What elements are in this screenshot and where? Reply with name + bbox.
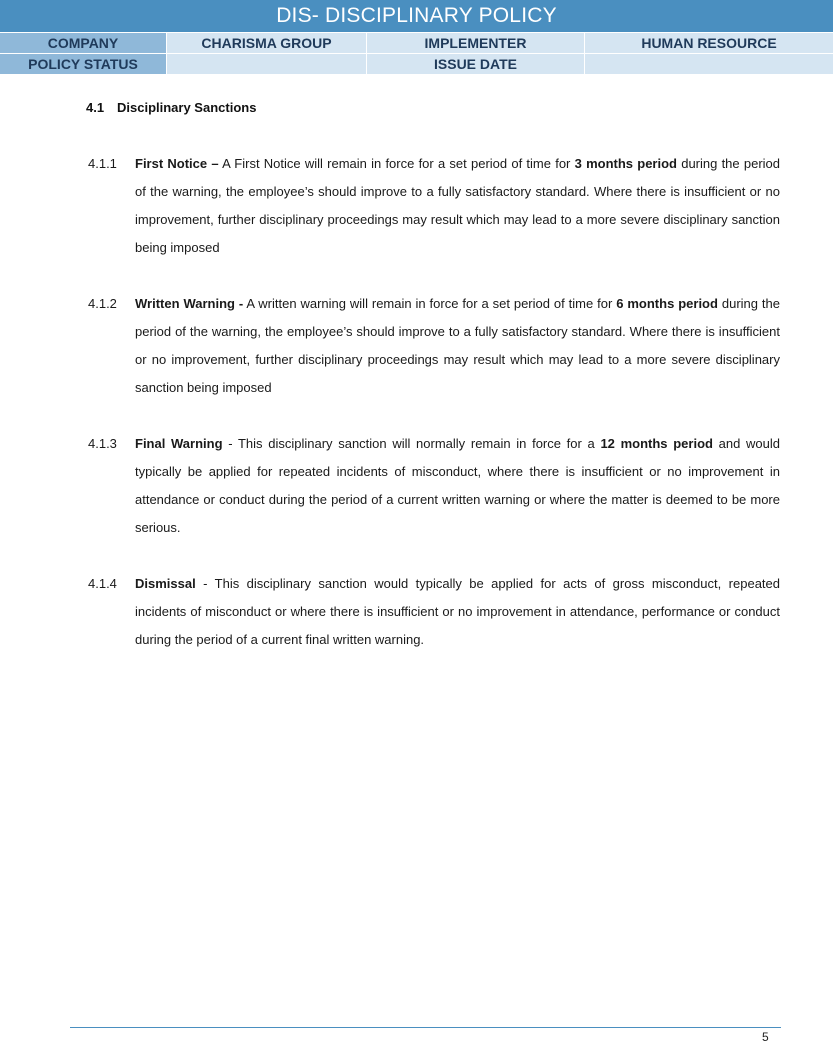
item-text: A written warning will remain in force for a set period of time for [243, 296, 617, 311]
item-text-cont: during the period of the warning, the employee’s should improve to a fully satisfactory standard. Where there is insufficient or no improvement, further disciplinary proceedings may result which may lead to a more severe disciplinary sanction being imposed [135, 296, 780, 395]
item-text: - This disciplinary sanction will normally remain in force for a [222, 436, 601, 451]
section-title: Disciplinary Sanctions [117, 100, 257, 115]
sanction-item-dismissal [88, 570, 780, 654]
section-heading [86, 100, 256, 115]
implementer-value: HUMAN RESOURCE [585, 33, 833, 53]
item-term: Dismissal [135, 576, 196, 591]
item-text: - This disciplinary sanction would typically be applied for acts of gross misconduct, repeated incidents of misconduct or where there is insufficient or no improvement in attendance, performance or conduct during the period of a current final written warning. [135, 576, 780, 647]
policy-status-value [167, 54, 367, 74]
item-number: 4.1.3 [88, 436, 117, 451]
item-term: First Notice – [135, 156, 219, 171]
implementer-label: IMPLEMENTER [367, 33, 585, 53]
item-body [135, 570, 780, 654]
item-body [135, 430, 780, 542]
item-number: 4.1.4 [88, 576, 117, 591]
header-row-company [0, 33, 833, 54]
footer-divider [70, 1027, 781, 1028]
item-period: 12 months period [600, 436, 713, 451]
sanction-item-written-warning [88, 290, 780, 402]
item-term: Written Warning - [135, 296, 244, 311]
item-text-cont: during the period of the warning, the employee’s should improve to a fully satisfactory standard. Where there is insufficient or no improvement, further disciplinary proceedings may result which may lead to a more severe disciplinary sanction being imposed [135, 156, 781, 255]
item-text: A First Notice will remain in force for a set period of time for [218, 156, 575, 171]
section-number: 4.1 [86, 100, 105, 115]
header-row-status [0, 54, 833, 75]
item-term: Final Warning [135, 436, 223, 451]
item-number: 4.1.2 [88, 296, 117, 311]
item-period: 6 months period [616, 296, 718, 311]
item-body [135, 290, 780, 402]
policy-title: DIS- DISCIPLINARY POLICY [0, 0, 833, 33]
policy-header-table [0, 0, 833, 75]
item-period: 3 months period [574, 156, 677, 171]
issue-date-label: ISSUE DATE [367, 54, 585, 74]
policy-status-label: POLICY STATUS [0, 54, 167, 74]
item-text-cont: and would typically be applied for repeated incidents of misconduct, where there is insufficient or no improvement in attendance or conduct during the period of a current written warning or where the matter is deemed to be more serious. [135, 436, 780, 535]
company-label: COMPANY [0, 33, 167, 53]
item-body [135, 150, 780, 262]
sanction-item-final-warning [88, 430, 780, 542]
sanction-item-first-notice [88, 150, 780, 262]
company-value: CHARISMA GROUP [167, 33, 367, 53]
item-number: 4.1.1 [88, 156, 117, 171]
issue-date-value [585, 54, 833, 74]
page-number: 5 [762, 1030, 769, 1044]
